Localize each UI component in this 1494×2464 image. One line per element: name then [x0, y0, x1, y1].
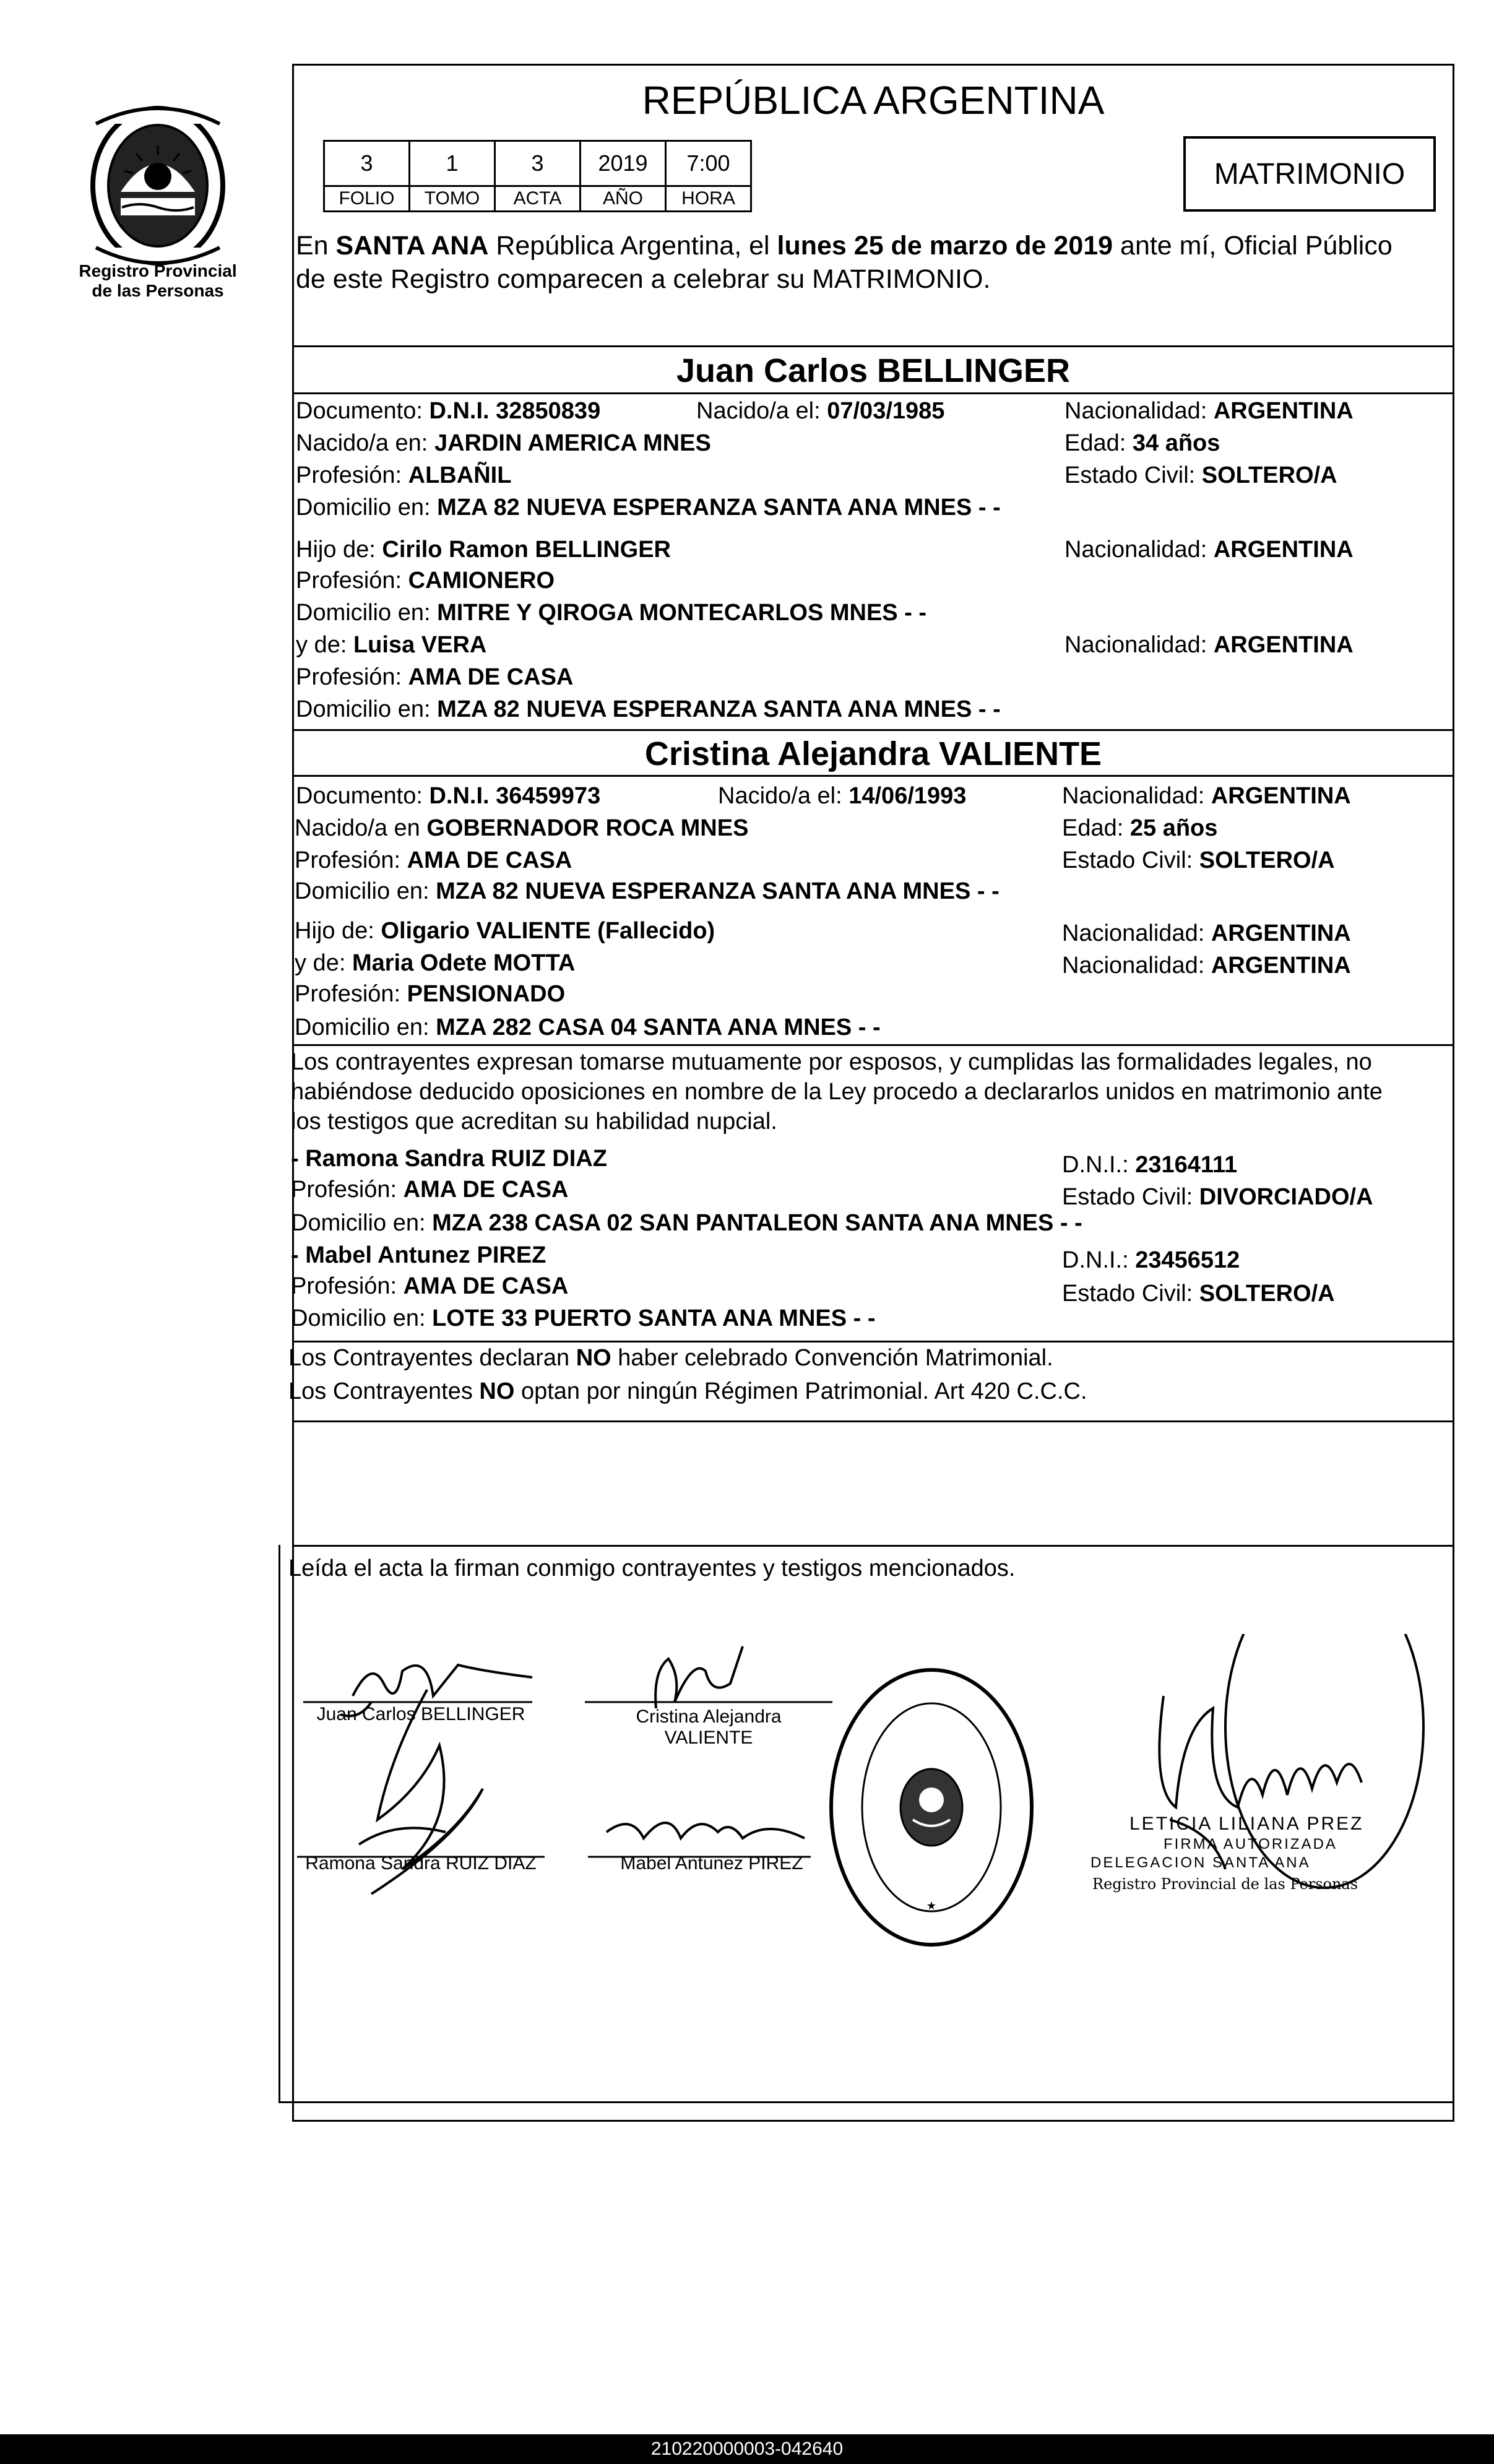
spouse1-documento: Documento: D.N.I. 32850839: [296, 398, 601, 424]
spouse2-nacionalidad: Nacionalidad: ARGENTINA: [1062, 783, 1351, 809]
spouse1-mother-profesion: Profesión: AMA DE CASA: [296, 664, 574, 690]
officer-stamp-line1: LETICIA LILIANA PREZ: [1129, 1813, 1364, 1834]
meta-folio-value: 3: [324, 141, 410, 186]
intro-line-2: de este Registro comparecen a celebrar su MATRIMONIO.: [296, 264, 991, 294]
spouse2-profesion: Profesión: AMA DE CASA: [295, 847, 572, 873]
spouse1-father: Hijo de: Cirilo Ramon BELLINGER: [296, 537, 671, 563]
declaration-line-3: los testigos que acreditan su habilidad nupcial.: [291, 1109, 777, 1135]
intro-line-1: En SANTA ANA República Argentina, el lunes 25 de marzo de 2019 ante mí, Oficial Público: [296, 231, 1393, 261]
svg-text:★: ★: [926, 1900, 937, 1913]
declaration-line-1: Los contrayentes expresan tomarse mutuamente por esposos, y cumplidas las formalidades legales, no: [291, 1049, 1372, 1075]
meta-ano-value: 2019: [581, 141, 666, 186]
spouse1-father-nacionalidad: Nacionalidad: ARGENTINA: [1064, 537, 1354, 563]
witness-2-dni: D.N.I.: 23456512: [1062, 1247, 1240, 1273]
signature-label-witness2: Mabel Antunez PIREZ: [620, 1853, 803, 1874]
province-seal-icon: [84, 99, 232, 269]
meta-hora-value: 7:00: [666, 141, 751, 186]
meta-tomo-value: 1: [410, 141, 495, 186]
spouse2-mother-nacionalidad: Nacionalidad: ARGENTINA: [1062, 953, 1351, 979]
officer-stamp-line4: Registro Provincial de las Personas: [1092, 1875, 1358, 1893]
spouse1-domicilio: Domicilio en: MZA 82 NUEVA ESPERANZA SANTA ANA MNES - -: [296, 495, 1001, 521]
meta-folio-label: FOLIO: [324, 186, 410, 212]
spouse2-mother-domicilio: Domicilio en: MZA 282 CASA 04 SANTA ANA MNES - -: [295, 1014, 881, 1040]
spouse1-name: Juan Carlos BELLINGER: [676, 352, 1071, 389]
meta-acta-value: 3: [495, 141, 581, 186]
witness-1-domicilio: Domicilio en: MZA 238 CASA 02 SAN PANTALEON SANTA ANA MNES - -: [291, 1210, 1082, 1236]
spouse1-nacido-en: Nacido/a en: JARDIN AMERICA MNES: [296, 430, 711, 456]
meta-tomo-label: TOMO: [410, 186, 495, 212]
page-title: REPÚBLICA ARGENTINA: [642, 78, 1105, 123]
spouse2-domicilio: Domicilio en: MZA 82 NUEVA ESPERANZA SANTA ANA MNES - -: [295, 878, 1000, 904]
spouse2-estado-civil: Estado Civil: SOLTERO/A: [1062, 847, 1335, 873]
record-type-box: [1183, 136, 1436, 212]
officer-stamp-line2: FIRMA AUTORIZADA: [1164, 1836, 1337, 1852]
convention-line-2: Los Contrayentes NO optan por ningún Régimen Patrimonial. Art 420 C.C.C.: [288, 1378, 1087, 1404]
spouse2-nacido-el: Nacido/a el: 14/06/1993: [718, 783, 967, 809]
meta-ano-label: AÑO: [581, 186, 666, 212]
intro-date: lunes 25 de marzo de 2019: [777, 231, 1113, 261]
spouse2-documento: Documento: D.N.I. 36459973: [296, 783, 601, 809]
signature-label-spouse2-line1: Cristina Alejandra: [636, 1706, 782, 1727]
spouse2-father-nacionalidad: Nacionalidad: ARGENTINA: [1062, 920, 1351, 946]
spouse1-mother-domicilio: Domicilio en: MZA 82 NUEVA ESPERANZA SANTA ANA MNES - -: [296, 696, 1001, 722]
meta-acta-label: ACTA: [495, 186, 581, 212]
registry-delegation-seal-icon: [826, 1665, 1037, 1950]
intro-place: SANTA ANA: [335, 231, 489, 261]
spouse1-edad: Edad: 34 años: [1064, 430, 1220, 456]
spouse2-name: Cristina Alejandra VALIENTE: [644, 735, 1102, 772]
logo-caption-line1: Registro Provincial: [79, 261, 237, 280]
witness-1-name: - Ramona Sandra RUIZ DIAZ: [291, 1146, 607, 1172]
witness-2-estado-civil: Estado Civil: SOLTERO/A: [1062, 1281, 1335, 1307]
document-footer-code: 210220000003-042640: [0, 2434, 1494, 2464]
witness-2-domicilio: Domicilio en: LOTE 33 PUERTO SANTA ANA MNES - -: [291, 1305, 876, 1331]
meta-hora-label: HORA: [666, 186, 751, 212]
spouse1-nacionalidad: Nacionalidad: ARGENTINA: [1064, 398, 1354, 424]
spouse1-father-profesion: Profesión: CAMIONERO: [296, 568, 555, 594]
witness-1-dni: D.N.I.: 23164111: [1062, 1152, 1238, 1178]
spouse1-estado-civil: Estado Civil: SOLTERO/A: [1064, 462, 1337, 488]
logo-caption-line2: de las Personas: [92, 281, 224, 300]
spouse1-mother: y de: Luisa VERA: [296, 632, 487, 658]
signature-label-spouse1: Juan Carlos BELLINGER: [316, 1704, 525, 1724]
record-type-label: MATRIMONIO: [1214, 157, 1405, 191]
spouse2-nacido-en: Nacido/a en GOBERNADOR ROCA MNES: [295, 815, 749, 841]
spouse2-father: Hijo de: Oligario VALIENTE (Fallecido): [295, 918, 715, 944]
spouse2-mother-profesion: Profesión: PENSIONADO: [295, 981, 566, 1007]
spouse1-nacido-el: Nacido/a el: 07/03/1985: [696, 398, 945, 424]
record-meta-table: [323, 140, 752, 212]
spouse2-mother: y de: Maria Odete MOTTA: [295, 950, 576, 976]
spouse1-father-domicilio: Domicilio en: MITRE Y QIROGA MONTECARLOS MNES - -: [296, 600, 927, 626]
witness-2-profesion: Profesión: AMA DE CASA: [291, 1273, 569, 1299]
signatures-intro: Leída el acta la firman conmigo contrayentes y testigos mencionados.: [288, 1555, 1016, 1581]
officer-stamp-line3: DELEGACION SANTA ANA: [1090, 1854, 1311, 1871]
spouse2-edad: Edad: 25 años: [1062, 815, 1218, 841]
witness-1-profesion: Profesión: AMA DE CASA: [291, 1177, 569, 1203]
convention-line-1: Los Contrayentes declaran NO haber celebrado Convención Matrimonial.: [288, 1345, 1053, 1371]
spouse1-profesion: Profesión: ALBAÑIL: [296, 462, 512, 488]
declaration-line-2: habiéndose deducido oposiciones en nombre de la Ley procedo a declararlos unidos en matrimonio ante: [291, 1079, 1383, 1105]
spouse1-mother-nacionalidad: Nacionalidad: ARGENTINA: [1064, 632, 1354, 658]
witness-2-name: - Mabel Antunez PIREZ: [291, 1242, 546, 1268]
signature-label-witness1: Ramona Sandra RUIZ DIAZ: [305, 1853, 537, 1874]
witness-1-estado-civil: Estado Civil: DIVORCIADO/A: [1062, 1184, 1373, 1210]
signature-label-spouse2-line2: VALIENTE: [664, 1727, 753, 1748]
